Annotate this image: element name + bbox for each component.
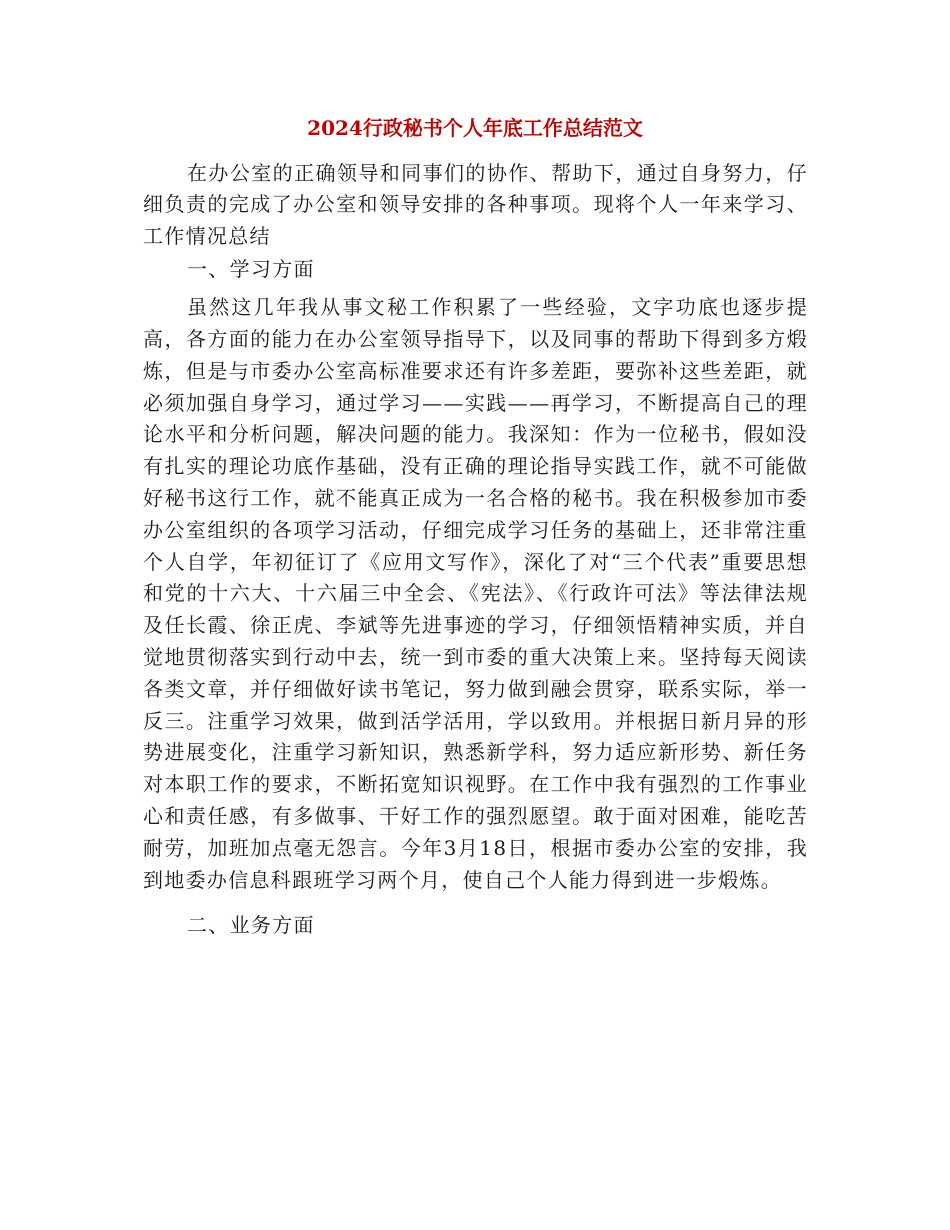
document-body [143, 158, 808, 942]
section-heading-study: 一、学习方面 [187, 256, 315, 281]
intro-paragraph: 在办公室的正确领导和同事们的协作、帮助下，通过自身努力，仔细负责的完成了办公室和领导安排的各种事项。现将个人一年来学习、工作情况总结 [143, 161, 808, 248]
document-title: 2024行政秘书个人年底工作总结范文 [307, 116, 643, 140]
section-heading-business: 二、业务方面 [187, 913, 315, 938]
study-paragraph: 虽然这几年我从事文秘工作积累了一些经验，文字功底也逐步提高，各方面的能力在办公室领导指导下，以及同事的帮助下得到多方煅炼，但是与市委办公室高标准要求还有许多差距，要弥补这些差距，就必须加强自身学习，通过学习——实践——再学习，不断提高自己的理论水平和分析问题，解决问题的能力。我深知：作为一位秘书，假如没有扎实的理论功底作基础，没有正确的理论指导实践工作，就不可能做好秘书这行工作，就不能真正成为一名合格的秘书。我在积极参加市委办公室组织的各项学习活动，仔细完成学习任务的基础上，还非常注重个人自学，年初征订了《应用文写作》，深化了对“三个代表”重要思想和党的十六大、十六届三中全会、《宪法》、《行政许可法》等法律法规及任长霞、徐正虎、李斌等先进事迹的学习，仔细领悟精神实质，并自觉地贯彻落实到行动中去，统一到市委的重大决策上来。坚持每天阅读各类文章，并仔细做好读书笔记，努力做到融会贯穿，联系实际，举一反三。注重学习效果，做到活学活用，学以致用。并根据日新月异的形势进展变化，注重学习新知识，熟悉新学科，努力适应新形势、新任务对本职工作的要求，不断拓宽知识视野。在工作中我有强烈的工作事业心和责任感，有多做事、干好工作的强烈愿望。敢于面对困难，能吃苦耐劳，加班加点毫无怨言。今年3月18日，根据市委办公室的安排，我到地委办信息科跟班学习两个月，使自己个人能力得到进一步煅炼。 [143, 295, 808, 892]
